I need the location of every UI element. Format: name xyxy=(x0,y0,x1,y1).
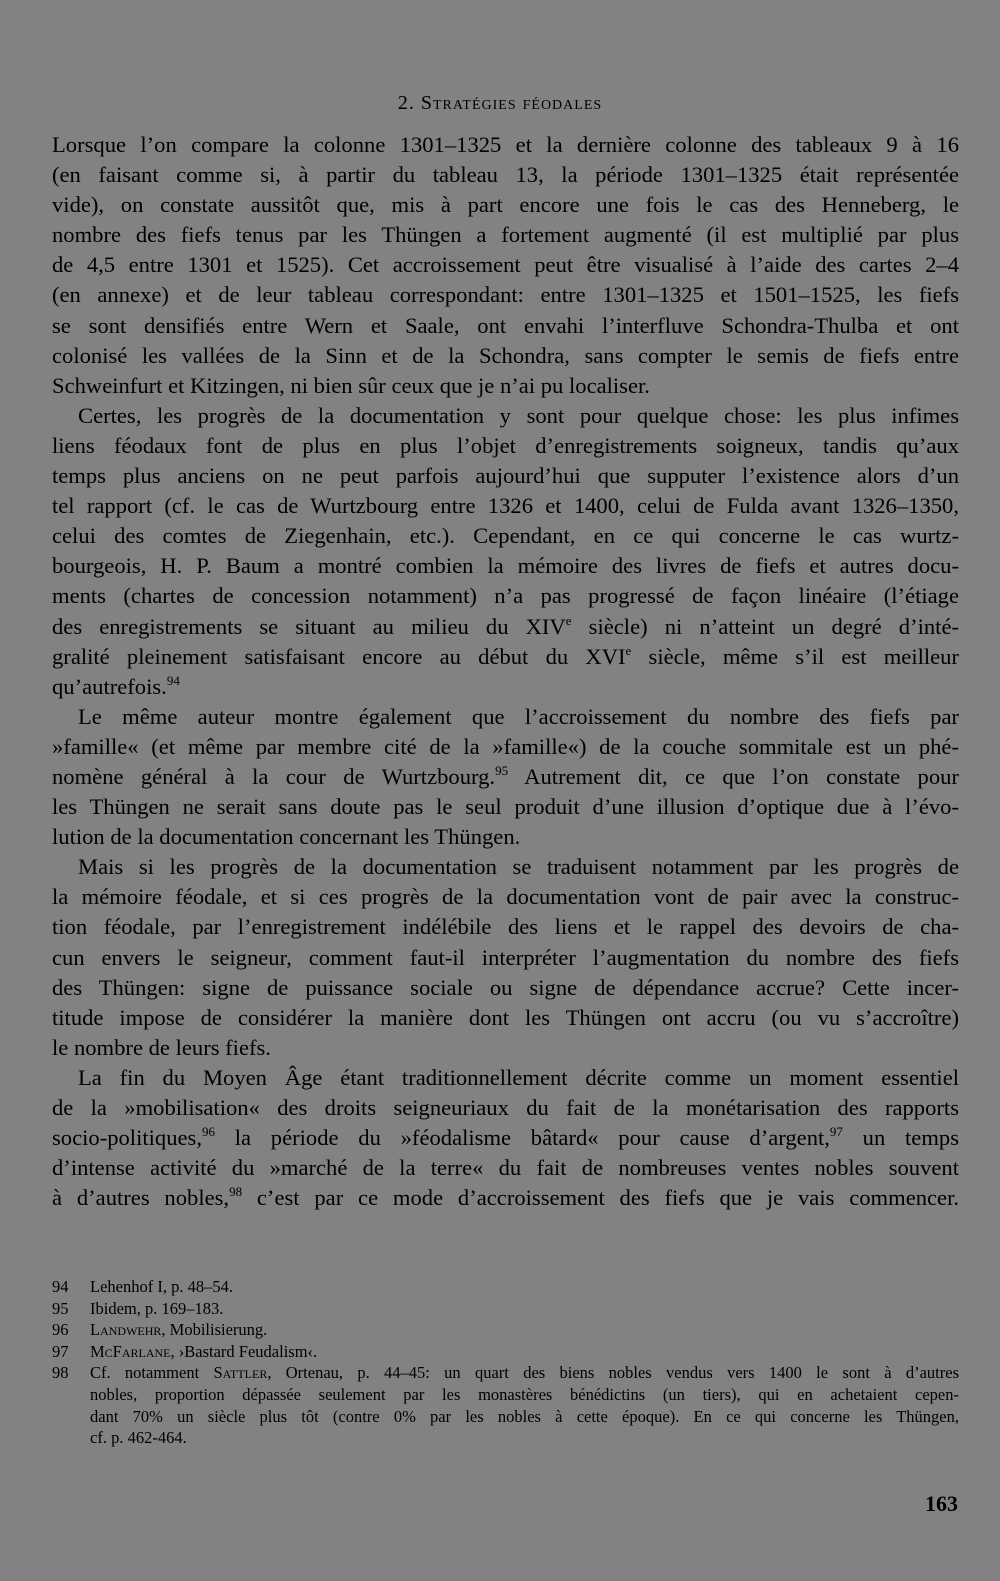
text-line: Mais si les progrès de la documentation se traduisent notamment par les progrès de xyxy=(78,854,959,880)
running-header xyxy=(0,92,1000,115)
footnote-number: 98 xyxy=(52,1363,69,1383)
footnote xyxy=(52,1298,959,1320)
text-line: des enregistrements se situant au milieu du XIVe siècle) ni n’atteint un degré d’inté- xyxy=(52,612,959,639)
text-line: Le même auteur montre également que l’accroissement du nombre des fiefs par xyxy=(78,703,959,729)
text-line: le nombre de leurs fiefs. xyxy=(52,1034,271,1060)
text-line: tel rapport (cf. le cas de Wurtzbourg entre 1326 et 1400, celui de Fulda avant 1326–1350, xyxy=(52,493,959,519)
footnote-text xyxy=(90,1362,959,1448)
header-text: 2. Stratégies féodales xyxy=(397,92,603,114)
text-line: bourgeois, H. P. Baum a montré combien la mémoire des livres de fiefs et autres docu- xyxy=(52,553,959,579)
text-line: ments (chartes de concession notamment) n’a pas progressé de façon linéaire (l’étiage xyxy=(52,583,959,609)
footnote-line: McFarlane, ›Bastard Feudalism‹. xyxy=(90,1341,318,1361)
footnote-number: 96 xyxy=(52,1320,69,1340)
footnote xyxy=(52,1362,959,1448)
text-line: »famille« (et même par membre cité de la »famille«) de la couche sommitale est un phé- xyxy=(52,733,959,759)
text-line: de la »mobilisation« des droits seigneuriaux du fait de la monétarisation des rapports xyxy=(52,1095,959,1120)
footnote-text xyxy=(90,1319,959,1341)
page-number: 163 xyxy=(925,1491,958,1516)
text-line: se sont densifiés entre Wern et Saale, ont envahi l’interfluve Schondra-Thulba et ont xyxy=(52,312,959,338)
text-line: socio-politiques,$^{96}$ la période du »féodalisme bâtard« pour cause d’argent,$^{97}$ un temps xyxy=(52,1124,959,1151)
footnote-line: Cf. notamment Sattler, Ortenau, p. 44–45: un quart des biens nobles vendus vers 1400 le sont à d’autres xyxy=(90,1363,959,1383)
footnote-text xyxy=(90,1341,959,1363)
text-line: titude impose de considérer la manière dont les Thüngen ont accru (ou vu s’accroître) xyxy=(52,1004,959,1030)
footnote-number: 97 xyxy=(52,1341,69,1361)
text-line: qu’autrefois.$^{94}$ xyxy=(52,672,180,699)
text-line: Certes, les progrès de la documentation y sont pour quelque chose: les plus infimes xyxy=(78,402,959,428)
text-line: lution de la documentation concernant les Thüngen. xyxy=(52,824,521,850)
text-line: (en faisant comme si, à partir du tableau 13, la période 1301–1325 était représentée xyxy=(52,162,959,188)
text-line: les Thüngen ne serait sans doute pas le seul produit d’une illusion d’optique due à l’évo- xyxy=(52,794,959,820)
text-line: des Thüngen: signe de puissance sociale ou signe de dépendance accrue? Cette incer- xyxy=(52,974,959,1000)
text-line: (en annexe) et de leur tableau correspondant: entre 1301–1325 et 1501–1525, les fiefs xyxy=(52,282,959,308)
footnote-line: dant 70% un siècle plus tôt (contre 0% par les nobles à cette époque). En ce qui concerne les Thüngen, xyxy=(90,1406,959,1426)
footnotes xyxy=(52,1276,959,1449)
text-line: Schweinfurt et Kitzingen, ni bien sûr ceux que je n’ai pu localiser. xyxy=(52,372,650,398)
text-line: vide), on constate aussitôt que, mis à part encore une fois le cas des Henneberg, le xyxy=(52,192,959,218)
text-line: temps plus anciens on ne peut parfois aujourd’hui que supputer l’existence alors d’un xyxy=(52,463,959,489)
text-line: nomène général à la cour de Wurtzbourg.$^{95}$ Autrement dit, ce que l’on constate pour xyxy=(52,762,959,789)
footnote-text xyxy=(90,1298,959,1320)
text-line: Lorsque l’on compare la colonne 1301–1325 et la dernière colonne des tableaux 9 à 16 xyxy=(52,132,959,157)
footnote xyxy=(52,1341,959,1363)
main-text xyxy=(52,130,959,1213)
footnote xyxy=(52,1319,959,1341)
text-line: La fin du Moyen Âge étant traditionnellement décrite comme un moment essentiel xyxy=(78,1064,959,1090)
footnote xyxy=(52,1276,959,1298)
text-line: celui des comtes de Ziegenhain, etc.). Cependant, en ce qui concerne le cas wurtz- xyxy=(52,523,959,549)
footnote-line: nobles, proportion dépassée seulement par les monastères bénédictins (un tiers), qui en achetaient cepen- xyxy=(90,1384,959,1404)
text-line: tion féodale, par l’enregistrement indélébile des liens et le rappel des devoirs de cha- xyxy=(52,914,959,940)
footnote-line: Ibidem, p. 169–183. xyxy=(90,1298,224,1318)
footnote-line: cf. p. 462-464. xyxy=(90,1428,187,1448)
text-line: cun envers le seigneur, comment faut-il interpréter l’augmentation du nombre des fiefs xyxy=(52,944,959,970)
text-line: à d’autres nobles,$^{98}$ c’est par ce mode d’accroissement des fiefs que je vais commencer. xyxy=(52,1184,959,1211)
footnote-line: Landwehr, Mobilisierung. xyxy=(90,1320,268,1340)
footnote-text xyxy=(90,1276,959,1298)
text-line: la mémoire féodale, et si ces progrès de la documentation vont de pair avec la construc- xyxy=(52,884,959,910)
text-line: liens féodaux font de plus en plus l’objet d’enregistrements soigneux, tandis qu’aux xyxy=(52,432,959,458)
text-line: d’intense activité du »marché de la terre« du fait de nombreuses ventes nobles souvent xyxy=(52,1155,959,1181)
text-line: de 4,5 entre 1301 et 1525). Cet accroissement peut être visualisé à l’aide des cartes 2–4 xyxy=(52,252,959,278)
text-line: colonisé les vallées de la Sinn et de la Schondra, sans compter le semis de fiefs entre xyxy=(52,342,959,368)
footnote-number: 95 xyxy=(52,1298,69,1318)
text-line: nombre des fiefs tenus par les Thüngen a fortement augmenté (il est multiplié par plus xyxy=(52,222,959,248)
footnote-number: 94 xyxy=(52,1277,69,1296)
footnote-line: Lehenhof I, p. 48–54. xyxy=(90,1277,233,1296)
text-line: gralité pleinement satisfaisant encore au début du XVIe siècle, même s’il est meilleur xyxy=(52,642,959,669)
